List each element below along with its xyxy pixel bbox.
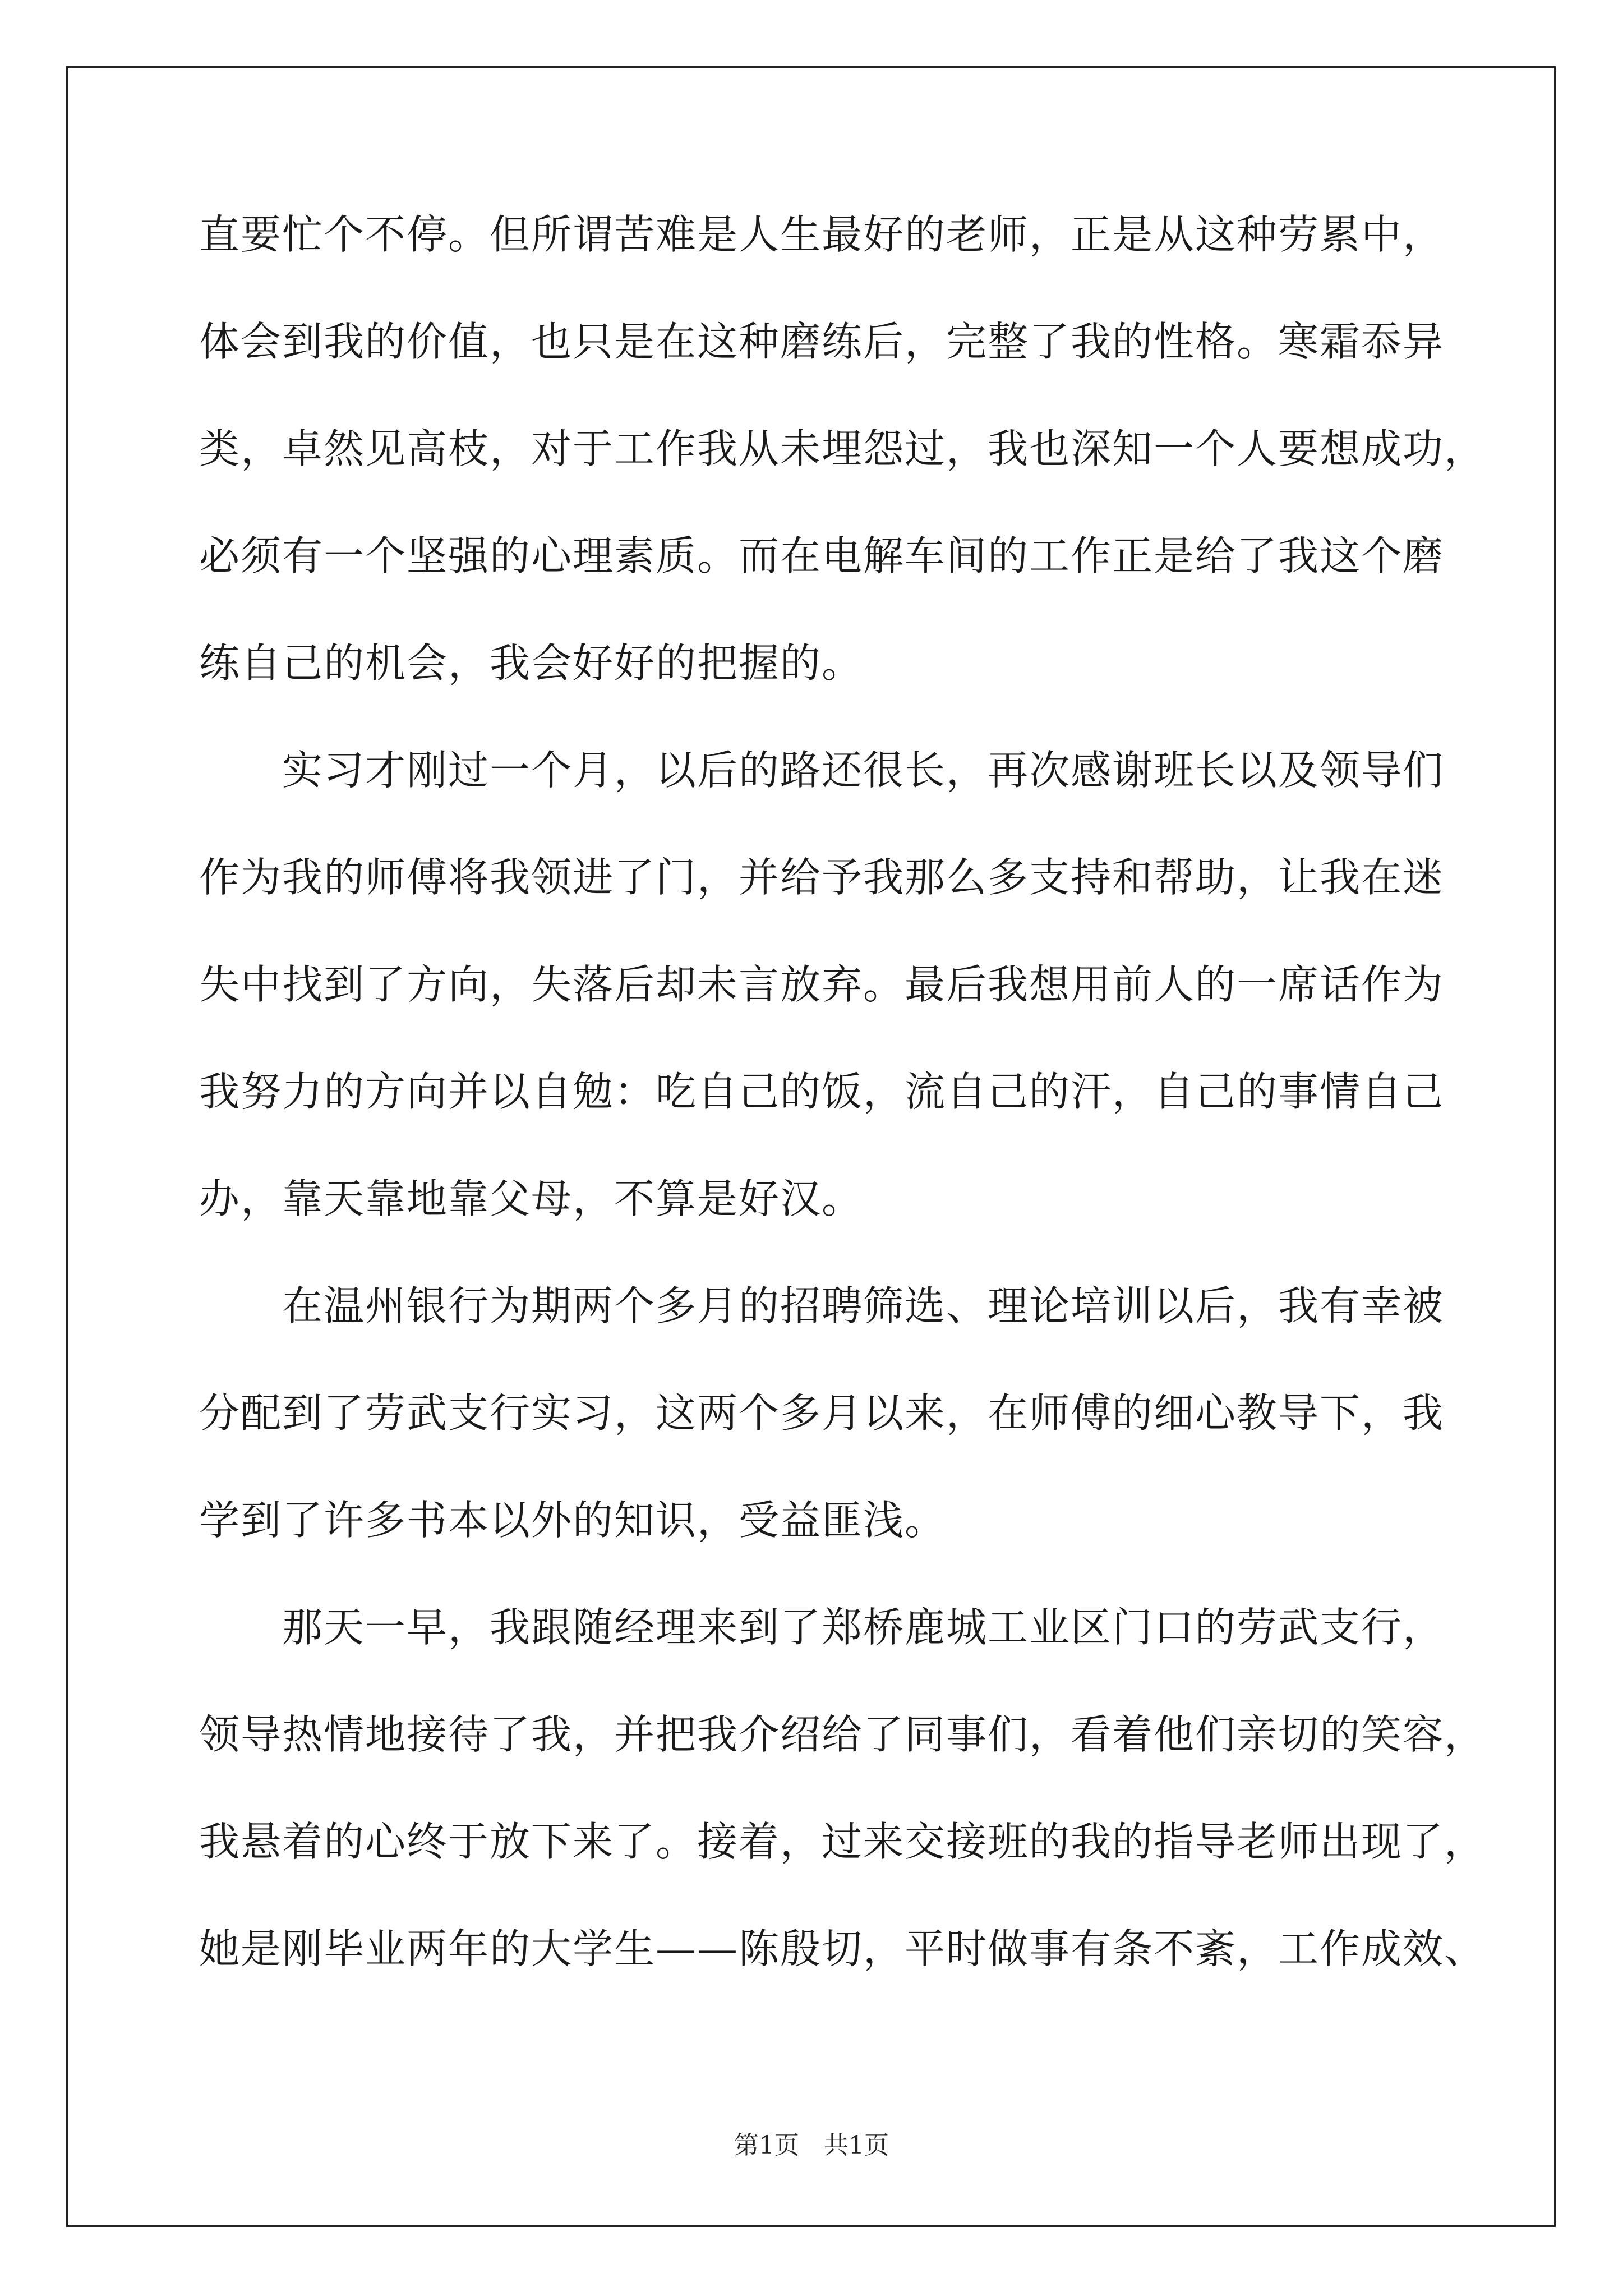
text-line: 领导热情地接待了我，并把我介绍给了同事们，看着他们亲切的笑容，: [199, 1711, 1486, 1758]
text-line: 直要忙个不停。但所谓苦难是人生最好的老师，正是从这种劳累中，: [199, 211, 1445, 258]
text-line: 练自己的机会，我会好好的把握的。: [199, 639, 864, 687]
text-line: 类，卓然见高枝，对于工作我从未埋怨过，我也深知一个人要想成功，: [199, 425, 1486, 472]
document-body: [199, 208, 1486, 2029]
paragraph-start-line: 实习才刚过一个月，以后的路还很长，再次感谢班长以及领导们: [282, 747, 1445, 794]
paragraph-start-line: 在温州银行为期两个多月的招聘筛选、理论培训以后，我有幸被: [282, 1282, 1445, 1329]
text-line: 作为我的师傅将我领进了门，并给予我那么多支持和帮助，让我在迷: [199, 854, 1445, 901]
text-line: 必须有一个坚强的心理素质。而在电解车间的工作正是给了我这个磨: [199, 532, 1445, 579]
text-line: 我悬着的心终于放下来了。接着，过来交接班的我的指导老师出现了，: [199, 1818, 1486, 1865]
page-number-footer: 第1页 共1页: [734, 2131, 889, 2160]
text-line: 体会到我的价值，也只是在这种磨练后，完整了我的性格。寒霜忝异: [199, 318, 1445, 365]
text-line: 失中找到了方向，失落后却未言放弃。最后我想用前人的一席话作为: [199, 961, 1445, 1008]
paragraph-start-line: 那天一早，我跟随经理来到了郑桥鹿城工业区门口的劳武支行，: [282, 1604, 1445, 1651]
text-line: 她是刚毕业两年的大学生——陈殷切，平时做事有条不紊，工作成效、: [199, 1925, 1486, 1972]
text-line: 我努力的方向并以自勉：吃自己的饭，流自己的汗，自己的事情自己: [199, 1068, 1445, 1115]
text-line: 分配到了劳武支行实习，这两个多月以来，在师傅的细心教导下，我: [199, 1389, 1445, 1437]
text-line: 办，靠天靠地靠父母，不算是好汉。: [199, 1175, 864, 1222]
text-line: 学到了许多书本以外的知识，受益匪浅。: [199, 1497, 947, 1544]
